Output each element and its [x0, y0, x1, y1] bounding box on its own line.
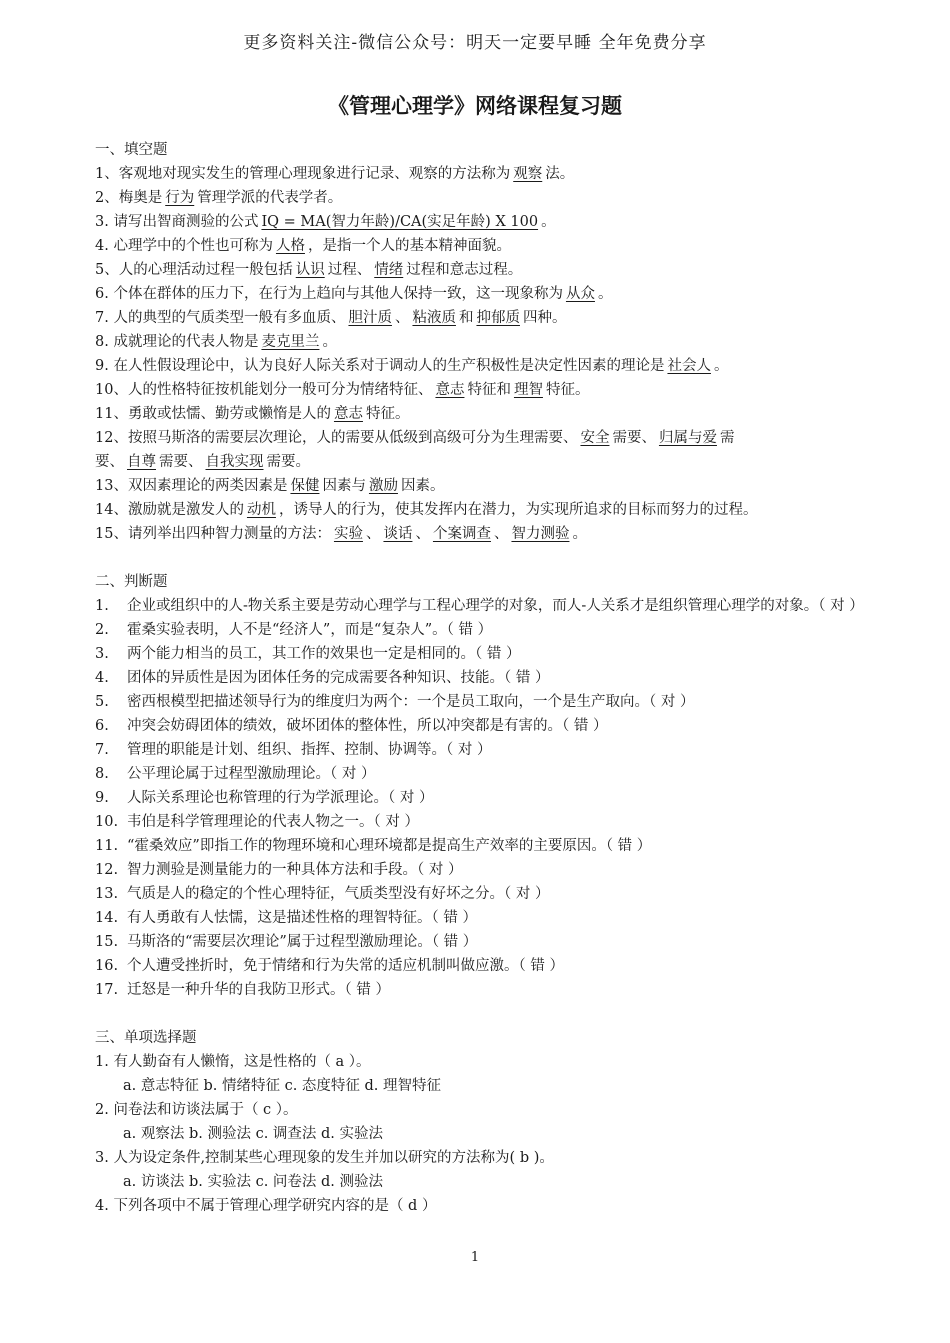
judge-item: [95, 978, 870, 1002]
fill-question-12-line-2: 要、 自尊 需要、 自我实现 需要。: [95, 454, 310, 470]
judge-item-text: 两个能力相当的员工，其工作的效果也一定是相同的。（ 错 ）: [127, 646, 521, 662]
judge-item-number: 6.: [95, 718, 109, 734]
judge-item: [95, 738, 870, 762]
fill-question-10: 10、人的性格特征按机能划分一般可分为情绪特征、 意志 特征和 理智 特征。: [95, 382, 590, 398]
judge-item-text: 密西根模型把描述领导行为的维度归为两个：一个是员工取向，一个是生产取向。（ 对 ）: [127, 694, 695, 710]
judge-item: [95, 642, 870, 666]
judge-item-text: 韦伯是科学管理理论的代表人物之一。（ 对 ）: [127, 814, 419, 830]
judge-item-text: 公平理论属于过程型激励理论。（ 对 ）: [127, 766, 376, 782]
choice-question-4: 4. 下列各项中不属于管理心理学研究内容的是（ d ）: [95, 1198, 437, 1214]
judge-item-text: 有人勇敢有人怯懦，这是描述性格的理智特征。（ 错 ）: [127, 910, 477, 926]
fill-question-11: 11、勇敢或怯懦、勤劳或懒惰是人的 意志 特征。: [95, 406, 410, 422]
judge-item-number: 7.: [95, 742, 109, 758]
judge-list: [95, 594, 870, 1002]
judge-item-text: 团体的异质性是因为团体任务的完成需要各种知识、技能。（ 错 ）: [127, 670, 550, 686]
judge-item-text: 冲突会妨碍团体的绩效，破坏团体的整体性，所以冲突都是有害的。（ 错 ）: [127, 718, 608, 734]
document-body: [95, 138, 870, 1218]
judge-item-number: 1.: [95, 598, 109, 614]
judge-item-text: 个人遭受挫折时，免于情绪和行为失常的适应机制叫做应激。（ 错 ）: [127, 958, 564, 974]
fill-question-2: 2、梅奥是 行为 管理学派的代表学者。: [95, 190, 343, 206]
fill-question-4: 4. 心理学中的个性也可称为 人格 ，是指一个人的基本精神面貌。: [95, 238, 511, 254]
fill-question-3: 3. 请写出智商测验的公式 IQ = MA(智力年龄)/CA(实足年龄) X 100 。: [95, 214, 556, 230]
judge-item-number: 10.: [95, 814, 119, 830]
fill-question-6: 6. 个体在群体的压力下，在行为上趋向与其他人保持一致，这一现象称为 从众 。: [95, 286, 613, 302]
section-heading-choice: 三、单项选择题: [95, 1030, 197, 1046]
judge-item: [95, 786, 870, 810]
judge-item-text: 企业或组织中的人-物关系主要是劳动心理学与工程心理学的对象，而人-人关系才是组织管理心理学的对象。（ 对 ）: [127, 598, 864, 614]
judge-item-text: 气质是人的稳定的个性心理特征，气质类型没有好坏之分。（ 对 ）: [127, 886, 550, 902]
judge-item: [95, 834, 870, 858]
judge-item: [95, 618, 870, 642]
page-header-notice: 更多资料关注-微信公众号：明天一定要早睡 全年免费分享: [243, 33, 707, 53]
fill-question-7: 7. 人的典型的气质类型一般有多血质、 胆汁质 、 粘液质 和 抑郁质 四种。: [95, 310, 567, 326]
choice-question-3: 3. 人为设定条件,控制某些心理现象的发生并加以研究的方法称为( b )。: [95, 1150, 554, 1166]
fill-question-8: 8. 成就理论的代表人物是 麦克里兰 。: [95, 334, 337, 350]
judge-item-text: “霍桑效应”即指工作的物理环境和心理环境都是提高生产效率的主要原因。（ 错 ）: [127, 838, 652, 854]
section-heading-judge: 二、判断题: [95, 574, 168, 590]
judge-item-text: 霍桑实验表明，人不是“经济人”，而是“复杂人”。（ 错 ）: [127, 622, 493, 638]
choice-options-2: a. 观察法 b. 测验法 c. 调查法 d. 实验法: [123, 1126, 384, 1142]
judge-item: [95, 714, 870, 738]
judge-item: [95, 954, 870, 978]
fill-question-14: 14、激励就是激发人的 动机 ，诱导人的行为，使其发挥内在潜力，为实现所追求的目标而努力的过程。: [95, 502, 758, 518]
judge-item-text: 管理的职能是计划、组织、指挥、控制、协调等。（ 对 ）: [127, 742, 492, 758]
judge-item-number: 13.: [95, 886, 119, 902]
judge-item-text: 马斯洛的“需要层次理论”属于过程型激励理论。（ 错 ）: [127, 934, 478, 950]
judge-item-text: 迁怒是一种升华的自我防卫形式。（ 错 ）: [127, 982, 390, 998]
fill-question-12-line-1: 12、按照马斯洛的需要层次理论，人的需要从低级到高级可分为生理需要、 安全 需要、 归属与爱 需: [95, 430, 735, 446]
choice-question-1: 1. 有人勤奋有人懒惰，这是性格的（ a ）。: [95, 1054, 371, 1070]
choice-options-1: a. 意志特征 b. 情绪特征 c. 态度特征 d. 理智特征: [123, 1078, 442, 1094]
judge-item-number: 4.: [95, 670, 109, 686]
judge-item: [95, 858, 870, 882]
fill-question-15: 15、请列举出四种智力测量的方法： 实验 、 谈话 、 个案调查 、 智力测验 。: [95, 526, 587, 542]
judge-item: [95, 762, 870, 786]
judge-item-number: 16.: [95, 958, 119, 974]
judge-item: [95, 594, 870, 618]
judge-item-number: 8.: [95, 766, 109, 782]
judge-item: [95, 690, 870, 714]
judge-item: [95, 882, 870, 906]
document-title: 《管理心理学》网络课程复习题: [328, 94, 622, 118]
judge-item-number: 12.: [95, 862, 119, 878]
fill-question-1: 1、客观地对现实发生的管理心理现象进行记录、观察的方法称为 观察 法。: [95, 166, 575, 182]
section-heading-fill: 一、填空题: [95, 142, 168, 158]
judge-item: [95, 906, 870, 930]
judge-item-number: 14.: [95, 910, 119, 926]
page-number: 1: [470, 1250, 480, 1265]
choice-options-3: a. 访谈法 b. 实验法 c. 问卷法 d. 测验法: [123, 1174, 384, 1190]
judge-item-number: 2.: [95, 622, 109, 638]
judge-item: [95, 666, 870, 690]
fill-question-5: 5、人的心理活动过程一般包括 认识 过程、 情绪 过程和意志过程。: [95, 262, 523, 278]
judge-item-text: 智力测验是测量能力的一种具体方法和手段。（ 对 ）: [127, 862, 463, 878]
fill-question-9: 9. 在人性假设理论中，认为良好人际关系对于调动人的生产积极性是决定性因素的理论是 社会人 。: [95, 358, 729, 374]
fill-question-13: 13、双因素理论的两类因素是 保健 因素与 激励 因素。: [95, 478, 445, 494]
judge-item-text: 人际关系理论也称管理的行为学派理论。（ 对 ）: [127, 790, 434, 806]
judge-item-number: 9.: [95, 790, 109, 806]
choice-question-2: 2. 问卷法和访谈法属于（ c ）。: [95, 1102, 298, 1118]
judge-item-number: 15.: [95, 934, 119, 950]
judge-item: [95, 810, 870, 834]
judge-item-number: 5.: [95, 694, 109, 710]
judge-item-number: 17.: [95, 982, 119, 998]
judge-item: [95, 930, 870, 954]
judge-item-number: 3.: [95, 646, 109, 662]
judge-item-number: 11.: [95, 838, 119, 854]
